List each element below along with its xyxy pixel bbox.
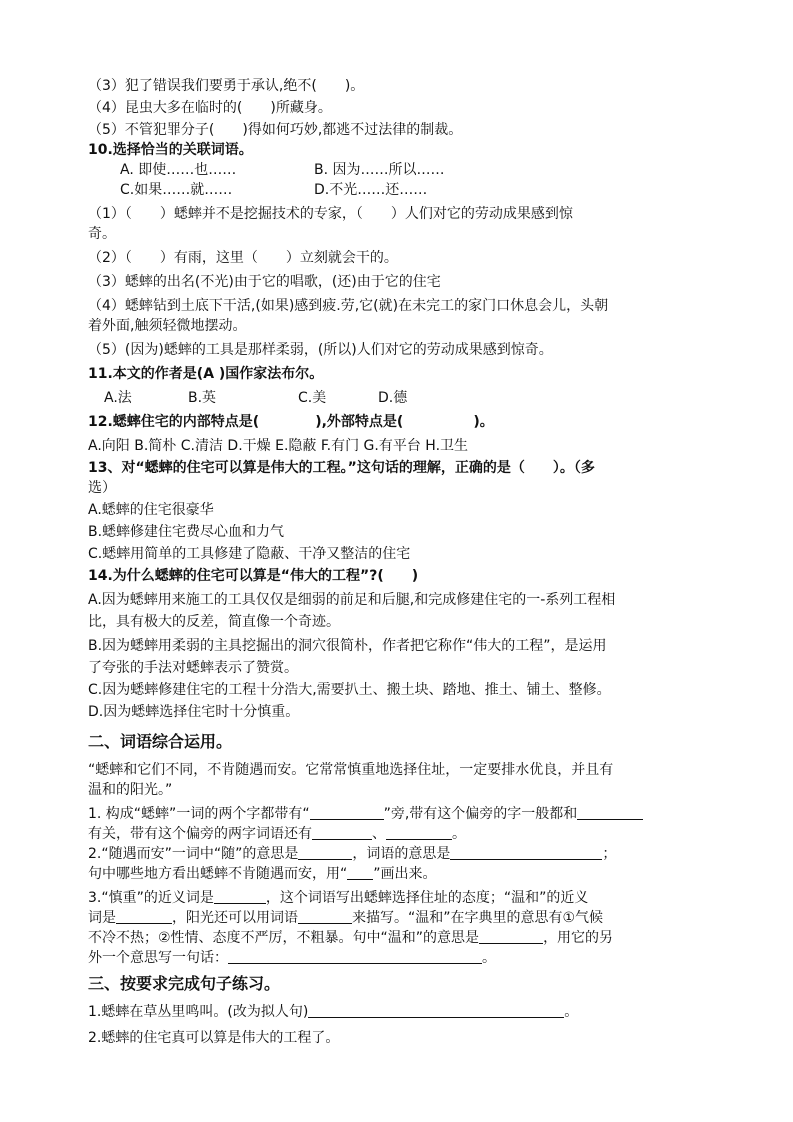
q13-option-b: B.蟋蟀修建住宅费尽心血和力气: [88, 524, 285, 540]
sunlight-word-blank[interactable]: [298, 909, 352, 924]
part2-q1-text: 1. 构成“蟋蟀”一词的两个字都带有“: [88, 806, 310, 822]
part2-q3: [88, 888, 708, 908]
personification-blank[interactable]: [308, 1003, 564, 1018]
q12-title: 12.蟋蟀住宅的内部特点是( ),外部特点是( )。: [88, 414, 494, 430]
part2-q3-text-3: 词是: [88, 910, 116, 926]
q10-title: 10.选择恰当的关联词语。: [88, 142, 253, 158]
q10-option-d: D.不光……还……: [314, 182, 428, 198]
sentence-blank[interactable]: [228, 949, 482, 964]
q10-item-5: （5）(因为)蟋蟀的工具是那样柔弱，(所以)人们对它的劳动成果感到惊奇。: [88, 342, 553, 358]
part2-q2-text: 2.“随遇而安”一词中“随”的意思是: [88, 846, 299, 862]
part3-q1-end: 。: [564, 1004, 579, 1020]
part2-q3-text-4: ，阳光还可以用词语: [172, 910, 298, 926]
part2-q2-text-3: 句中哪些地方看出蟋蟀不肯随遇而安，用“: [88, 866, 348, 882]
q9-item-5: （5）不管犯罪分子( )得如何巧妙,都逃不过法律的制裁。: [88, 122, 463, 138]
q14-option-a-cont: 比，具有极大的反差，简直像一个奇迹。: [88, 614, 340, 630]
q11-title: 11.本文的作者是(A )国作家法布尔。: [88, 366, 324, 382]
q10-item-4: （4）蟋蟀钻到土底下干活,(如果)感到疲.劳,它(就)在未完工的家门口休息会儿，头朝: [88, 298, 609, 314]
q11-option-c: C.美: [298, 390, 327, 406]
q10-option-c: C.如果……就……: [120, 182, 233, 198]
part2-passage-cont: 温和的阳光。”: [88, 782, 173, 798]
part2-q2-text-2: ，词语的意思是: [352, 846, 451, 862]
part2-q3-cont: [88, 908, 708, 928]
underline-sample: [347, 865, 373, 880]
radical-blank[interactable]: [310, 805, 384, 820]
part2-passage: “蟋蟀和它们不同，不肯随遇而安。它常常慎重地选择住址，一定要排水优良，并且有: [88, 762, 614, 778]
q11-option-b: B.英: [188, 390, 217, 406]
q14-option-b-cont: 了夸张的手法对蟋蟀表示了赞赏。: [88, 660, 298, 676]
worksheet-content: [88, 76, 708, 1048]
q14-option-d: D.因为蟋蟀选择住宅时十分慎重。: [88, 704, 300, 720]
q10-item-3: （3）蟋蟀的出名(不光)由于它的唱歌，(还)由于它的住宅: [88, 274, 441, 290]
synonym-blank-1[interactable]: [214, 889, 266, 904]
word-blank-1[interactable]: [312, 825, 372, 840]
q14-option-a: A.因为蟋蟀用来施工的工具仅仅是细弱的前足和后腿,和完成修建住宅的一-系列工程相: [88, 592, 616, 608]
q14-option-b: B.因为蟋蟀用柔弱的主具挖掘出的洞穴很简朴，作者把它称作“伟大的工程”，是运用: [88, 638, 607, 654]
q11-options: [88, 388, 708, 408]
part3-q2: 2.蟋蟀的住宅真可以算是伟大的工程了。: [88, 1030, 340, 1046]
q9-item-3: （3）犯了错误我们要勇于承认,绝不( )。: [88, 78, 365, 94]
part2-q2: [88, 844, 708, 864]
idiom-meaning-blank[interactable]: [450, 845, 602, 860]
part2-q1-text-2: ”旁,带有这个偏旁的字一般都和: [383, 806, 578, 822]
q10-item-1-cont: 奇。: [88, 226, 116, 242]
part2-q3-end: 。: [482, 950, 496, 966]
part2-q2-cont: [88, 864, 708, 884]
part2-heading: 二、词语综合运用。: [88, 732, 233, 751]
q9-item-4: （4）昆虫大多在临时的( )所藏身。: [88, 100, 332, 116]
part2-q1-end: 。: [452, 826, 466, 842]
q13-title: 13、对“蟋蟀的住宅可以算是伟大的工程。”这句话的理解，正确的是（ ）。（多: [88, 460, 595, 476]
part3-q1: [88, 1002, 708, 1022]
part2-q3-text-8: 外一个意思写一句话：: [88, 950, 228, 966]
q10-item-4-cont: 着外面,触须轻微地摆动。: [88, 318, 247, 334]
part2-q1-sep: 、: [372, 826, 386, 842]
q13-option-a: A.蟋蟀的住宅很豪华: [88, 502, 214, 518]
q10-item-2: （2）（ ）有雨，这里（ ）立刻就会干的。: [88, 250, 398, 266]
part2-q1: [88, 804, 708, 824]
part2-q1-text-3: 有关，带有这个偏旁的两字词语还有: [88, 826, 312, 842]
part3-q1-text: 1.蟋蟀在草丛里鸣叫。(改为拟人句): [88, 1004, 309, 1020]
part2-q2-semicolon: ；: [602, 846, 617, 862]
word-blank-2[interactable]: [386, 825, 452, 840]
sui-meaning-blank[interactable]: [298, 845, 352, 860]
synonym-blank-2[interactable]: [116, 909, 172, 924]
q10-options-row-2: [88, 180, 708, 200]
q13-option-c: C.蟋蟀用简单的工具修建了隐蔽、干净又整洁的住宅: [88, 546, 411, 562]
q10-item-1: （1）（ ）蟋蟀并不是挖掘技术的专家，（ ）人们对它的劳动成果感到惊: [88, 206, 573, 222]
q11-option-d: D.德: [378, 390, 408, 406]
part2-q3-text-7: ，用它的另: [543, 930, 614, 946]
q10-option-a: A. 即使……也……: [120, 162, 237, 178]
part3-heading: 三、按要求完成句子练习。: [88, 974, 281, 993]
q12-options: A.向阳 B.简朴 C.清洁 D.干燥 E.隐蔽 F.有门 G.有平台 H.卫生: [88, 438, 469, 454]
q14-title: 14.为什么蟋蟀的住宅可以算是“伟大的工程”?( ): [88, 568, 419, 584]
q14-option-c: C.因为蟋蟀修建住宅的工程十分浩大,需要扒土、搬土块、踏地、推土、铺土、整修。: [88, 682, 611, 698]
part2-q3-cont-2: [88, 928, 708, 948]
part2-q1-cont: [88, 824, 708, 844]
part2-q3-text-2: ，这个词语写出蟋蟀选择住址的态度；“温和”的近义: [265, 890, 589, 906]
part2-q3-cont-3: [88, 948, 708, 968]
q10-options-row-1: [88, 160, 708, 180]
q10-option-b: B. 因为……所以……: [314, 162, 445, 178]
part2-q2-text-4: ”画出来。: [373, 866, 437, 882]
meaning-blank[interactable]: [577, 805, 643, 820]
part2-q3-text: 3.“慎重”的近义词是: [88, 890, 214, 906]
part2-q3-text-5: 来描写。“温和”在字典里的意思有①气候: [352, 910, 604, 926]
q11-option-a: A.法: [104, 390, 132, 406]
wenhe-meaning-blank[interactable]: [479, 929, 543, 944]
q13-title-cont: 选）: [88, 480, 116, 496]
part2-q3-text-6: 不冷不热；②性情、态度不严厉，不粗暴。句中“温和”的意思是: [88, 930, 480, 946]
